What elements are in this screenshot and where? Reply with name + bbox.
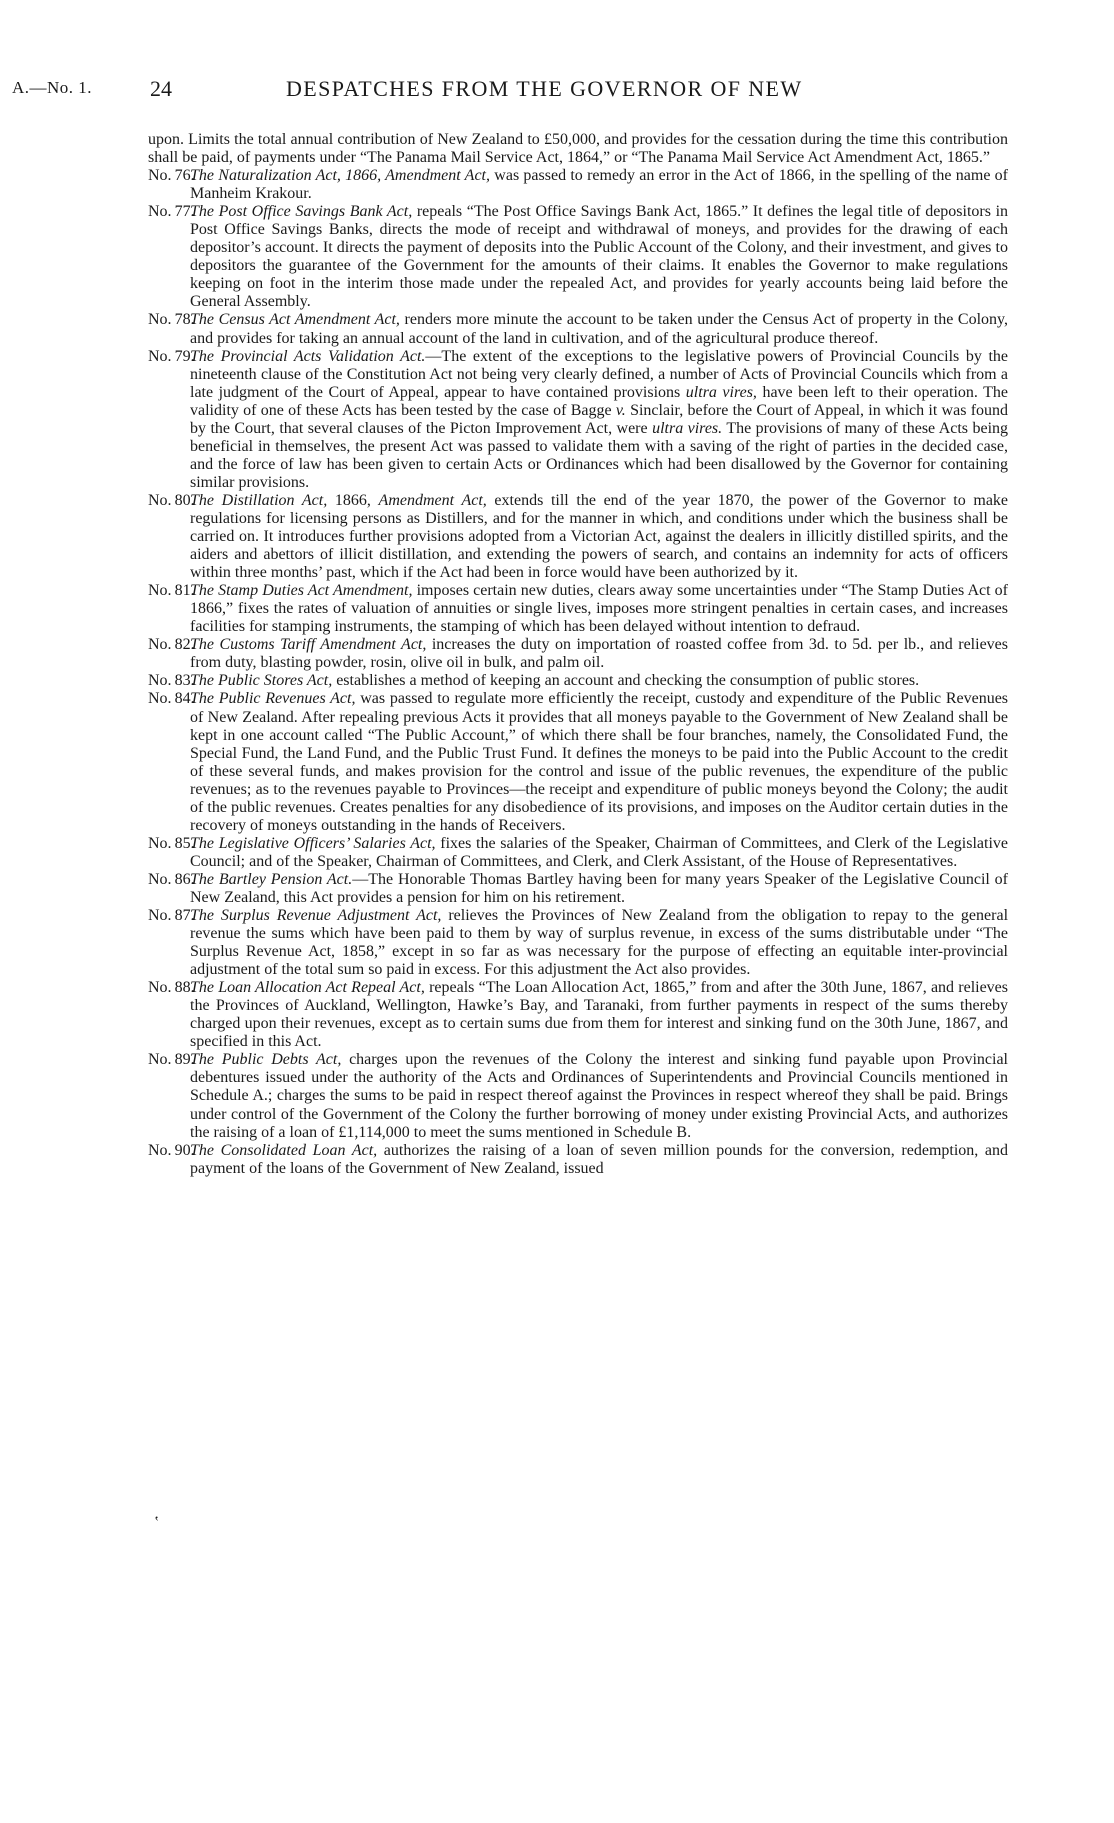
entry-number: No. 80.	[148, 491, 195, 509]
act-entry-85	[148, 835, 1008, 871]
act-summary: increases the duty on importation of roasted coffee from 3d. to 5d. per lb., and relieves from duty, blasting powder, rosin, olive oil in bulk, and palm oil.	[190, 636, 1008, 672]
act-title: The Census Act Amendment Act,	[190, 311, 400, 329]
act-summary: relieves the Provinces of New Zealand from the obligation to repay to the general revenue the sums which have been paid to them by way of surplus revenue, in excess of the sums distributable under “The Surplus Revenue Act, 1858,” except in so far as was necessary for the purpose of effecting an equitable inter-provincial adjustment of the total sum so paid in excess. For this adjustment the Act also provides.	[190, 907, 1009, 979]
act-summary: establishes a method of keeping an account and checking the consumption of public stores.	[336, 672, 920, 690]
act-entry-88	[148, 979, 1008, 1051]
act-entry-89	[148, 1051, 1008, 1141]
act-year: 1866,	[334, 491, 371, 509]
act-entry-77	[148, 203, 1008, 311]
act-entry-82	[148, 636, 1008, 672]
act-title: The Stamp Duties Act Amendment,	[190, 582, 413, 600]
act-summary: repeals “The Post Office Savings Bank Act, 1865.” It defines the legal title of depositors in Post Office Savings Banks, directs the mode of receipt and withdrawal of moneys, and provides for the drawing of each depositor’s account. It directs the payment of deposits into the Public Account of the Colony, and their investment, and gives to depositors the guarantee of the Government for the amounts of their claims. It enables the Governor to make regulations keeping on foot in the interim those made under the repealed Act, and provides for yearly accounts being laid before the General Assembly.	[190, 203, 1009, 311]
act-title: The Public Revenues Act,	[190, 690, 356, 708]
page-header	[0, 78, 1114, 108]
act-summary: charges upon the revenues of the Colony the interest and sinking fund payable upon Provincial debentures issued under the authority of the Acts and Ordinances of Superintendents and Provincial Councils mentioned in Schedule A.; charges the sums to be paid in respect thereof against the Provinces in respect whereof they shall be paid. Brings under control of the Government of the Colony the further borrowing of money under existing Provincial Acts, and authorizes the raising of a loan of £1,114,000 to meet the sums mentioned in Schedule B.	[190, 1051, 1009, 1141]
act-summary: fixes the salaries of the Speaker, Chairman of Committees, and Clerk of the Legislative Council; and of the Speaker, Chairman of Committees, and Clerk, and Clerk Assistant, of the House of Representatives.	[190, 834, 1009, 870]
latin-term: ultra vires,	[685, 383, 757, 401]
act-title-suffix: Amendment Act,	[378, 491, 487, 509]
entry-number: No. 78.	[148, 311, 195, 329]
latin-term: ultra vires.	[652, 419, 723, 437]
act-entry-79	[148, 348, 1008, 492]
act-entry-81	[148, 582, 1008, 636]
act-title: The Bartley Pension Act.	[190, 870, 353, 888]
act-entry-80	[148, 492, 1008, 582]
entry-number: No. 76.	[148, 167, 195, 185]
act-summary: imposes certain new duties, clears away some uncertainties under “The Stamp Duties Act of 1866,” fixes the rates of valuation of annuities or single lives, imposes more stringent penalties in certain cases, and increases facilities for stamping instruments, the stamping of which has been delayed without intention to defraud.	[190, 582, 1009, 636]
act-title: The Distillation Act,	[190, 491, 328, 509]
entry-number: No. 89.	[148, 1051, 195, 1069]
act-title: The Consolidated Loan Act,	[190, 1141, 378, 1159]
running-title: DESPATCHES FROM THE GOVERNOR OF NEW	[286, 76, 803, 101]
entry-number: No. 77.	[148, 203, 195, 221]
act-summary: authorizes the raising of a loan of seven million pounds for the conversion, redemption, and payment of the loans of the Government of New Zealand, issued	[190, 1141, 1009, 1177]
act-entry-78	[148, 311, 1008, 347]
act-entry-86	[148, 871, 1008, 907]
page-body	[148, 131, 1008, 1178]
act-summary: was passed to regulate more efficiently the receipt, custody and expenditure of the Public Revenues of New Zealand. After repealing previous Acts it provides that all moneys payable to the Government of New Zealand shall be kept in one account called “The Public Account,” of which there shall be four branches, namely, the Consolidated Fund, the Special Fund, the Land Fund, and the Public Trust Fund. It defines the moneys to be paid into the Public Account to the credit of these several funds, and makes provision for the control and issue of the public revenues, the expenditure of the public revenues; as to the revenues payable to Provinces—the receipt and expenditure of public moneys beyond the Colony; the audit of the public revenues. Creates penalties for any disobedience of its provisions, and imposes on the Auditor certain duties in the recovery of moneys outstanding in the hands of Receivers.	[190, 690, 1009, 834]
act-summary: —The Honorable Thomas Bartley having been for many years Speaker of the Legislative Council of New Zealand, this Act provides a pension for him on his retirement.	[190, 870, 1009, 906]
entry-number: No. 82.	[148, 636, 195, 654]
margin-mark: ‛	[154, 1514, 160, 1531]
act-title: The Public Stores Act,	[190, 672, 333, 690]
entry-number: No. 87.	[148, 907, 195, 925]
entry-number: No. 79.	[148, 347, 195, 365]
entry-number: No. 85.	[148, 834, 195, 852]
act-title: The Naturalization Act, 1866, Amendment Act,	[190, 167, 490, 185]
act-title: The Provincial Acts Validation Act.	[190, 347, 426, 365]
act-title: The Loan Allocation Act Repeal Act,	[190, 979, 425, 997]
act-summary: was passed to remedy an error in the Act of 1866, in the spelling of the name of Manheim Krakour.	[190, 167, 1009, 203]
act-entry-84	[148, 690, 1008, 834]
act-summary-part: —The extent of the exceptions to the legislative powers of Provincial Councils by the nineteenth clause of the Constitution Act not being very clearly defined, a number of Acts of Provincial Councils which from a late judgment of the Court of Appeal, appear to have contained provisions	[190, 347, 1008, 401]
case-versus: v.	[615, 401, 626, 419]
entry-number: No. 84.	[148, 690, 195, 708]
act-entry-90	[148, 1142, 1008, 1178]
act-summary: renders more minute the account to be taken under the Census Act of property in the Colony, and provides for taking an annual account of the land in cultivation, and of the agricultural produce thereof.	[190, 311, 1009, 347]
act-entry-87	[148, 907, 1008, 979]
entry-number: No. 83.	[148, 672, 195, 690]
entry-number: No. 90.	[148, 1141, 195, 1159]
entry-number: No. 88.	[148, 979, 195, 997]
act-entry-76	[148, 167, 1008, 203]
act-summary-part: The provisions of many of these Acts being beneficial in themselves, the present Act was passed to validate them with a saving of the right of parties in the decided case, and the force of law has been given to certain Acts or Ordinances which had been disallowed by the Governor for containing similar provisions.	[190, 419, 1009, 491]
act-summary-part: have been left to their operation. The validity of one of these Acts has been tested by the case of Bagge	[190, 383, 1009, 419]
document-reference: A.—No. 1.	[12, 78, 93, 97]
act-title: The Customs Tariff Amendment Act,	[190, 636, 427, 654]
act-title: The Post Office Savings Bank Act,	[190, 203, 413, 221]
act-entry-83	[148, 672, 1008, 690]
page-number: 24	[150, 76, 172, 101]
act-title: The Legislative Officers’ Salaries Act,	[190, 834, 436, 852]
entry-number: No. 81.	[148, 582, 195, 600]
act-summary-part: Sinclair, before the Court of Appeal, in which it was found by the Court, that several clauses of the Picton Improvement Act, were	[190, 401, 1009, 437]
act-title: The Public Debts Act,	[190, 1051, 342, 1069]
entry-number: No. 86.	[148, 870, 195, 888]
act-title: The Surplus Revenue Adjustment Act,	[190, 907, 442, 925]
intro-paragraph: upon. Limits the total annual contribution of New Zealand to £50,000, and provides for the cessation during the time this contribution shall be paid, of payments under “The Panama Mail Service Act, 1864,” or “The Panama Mail Service Act Amendment Act, 1865.”	[148, 131, 1008, 167]
act-summary: repeals “The Loan Allocation Act, 1865,” from and after the 30th June, 1867, and relieves the Provinces of Auckland, Wellington, Hawke’s Bay, and Taranaki, from further payments in respect of the sums thereby charged upon their revenues, except as to certain sums due from them for interest and sinking fund on the 30th June, 1867, and specified in this Act.	[190, 979, 1009, 1051]
act-summary: extends till the end of the year 1870, the power of the Governor to make regulations for licensing persons as Distillers, and for the manner in which, and conditions under which the business shall be carried on. It introduces further provisions adopted from a Victorian Act, against the dealers in illicitly distilled spirits, and the aiders and abettors of illicit distillation, and extending the powers of search, and contains an indemnity for acts of officers within three months’ past, which if the Act had been in force would have been authorized by it.	[190, 491, 1009, 582]
